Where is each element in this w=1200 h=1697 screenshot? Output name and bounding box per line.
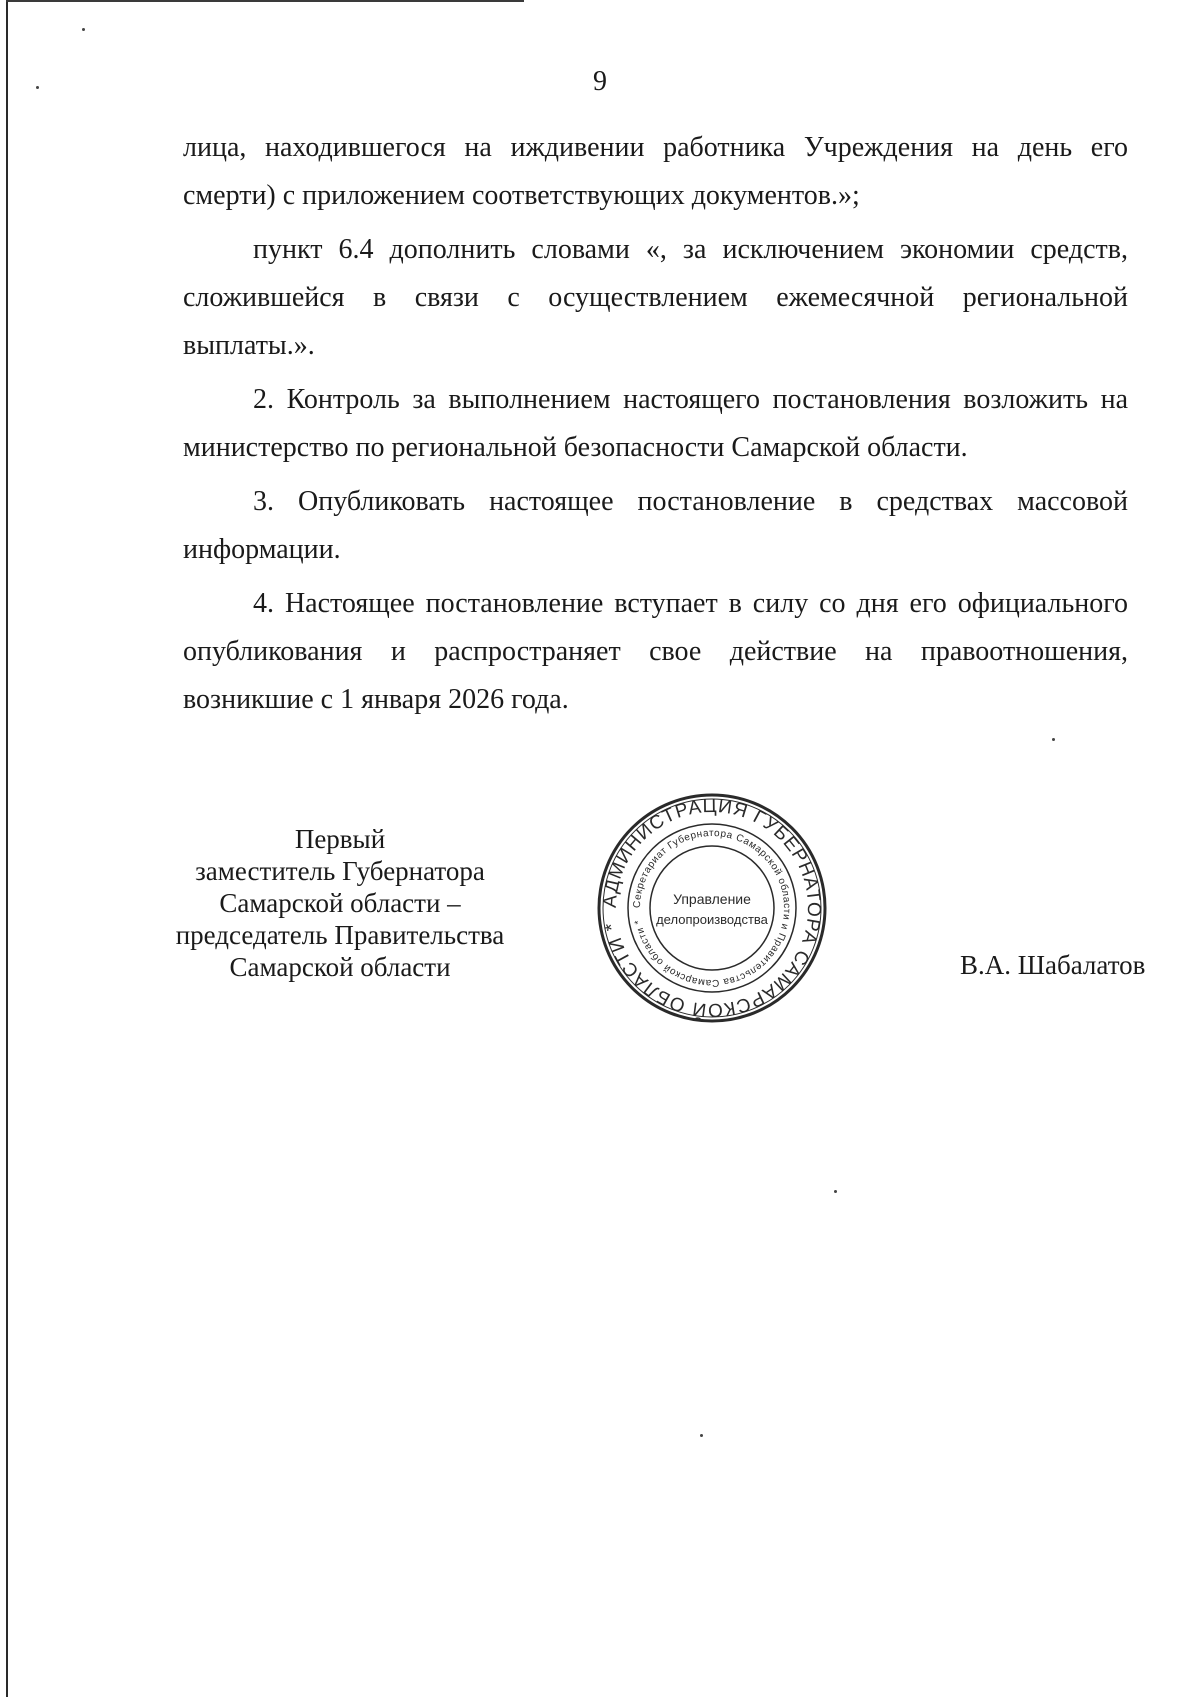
- scan-speck: [834, 1190, 837, 1193]
- scan-edge-top: [6, 0, 524, 2]
- seal-inner-ring: [650, 846, 774, 970]
- paragraph-2: пункт 6.4 дополнить словами «, за исключением экономии средств, сложившейся в связи с осуществлением ежемесячной региональной выплаты.».: [183, 234, 1128, 361]
- paragraph-4: 3. Опубликовать настоящее постановление в средствах массовой информации.: [183, 486, 1128, 565]
- signatory-title-line: Самарской области: [229, 952, 451, 982]
- page-number: 9: [593, 66, 607, 97]
- paragraph-1: лица, находившегося на иждивении работника Учреждения на день его смерти) с приложением соответствующих документов.»;: [183, 132, 1128, 211]
- scan-speck: [82, 28, 85, 31]
- signatory-name: В.А. Шабалатов: [960, 950, 1146, 980]
- seal-center-line-2: делопроизводства: [656, 912, 768, 927]
- seal-inner-text: Секретариат Губернатора Самарской области и Правительства Самарской области *: [631, 827, 793, 989]
- paragraph-3: 2. Контроль за выполнением настоящего постановления возложить на министерство по региональной безопасности Самарской области.: [183, 384, 1128, 463]
- scan-speck: [700, 1434, 703, 1437]
- signatory-title-line: Самарской области –: [219, 888, 461, 918]
- paragraph-5: 4. Настоящее постановление вступает в силу со дня его официального опубликования и распространяет свое действие на правоотношения, возникшие с 1 января 2026 года.: [183, 588, 1128, 715]
- svg-text:Секретариат Губернатора Самарс: [632, 828, 792, 988]
- official-seal: [592, 788, 832, 1028]
- scan-speck: [1052, 738, 1055, 741]
- seal-outer-text: АДМИНИСТРАЦИЯ ГУБЕРНАТОРА САМАРСКОЙ ОБЛАСТИ *: [599, 795, 825, 1021]
- signatory-title-line: Первый: [294, 824, 386, 854]
- seal-center-line-1: Управление: [673, 891, 751, 907]
- signatory-title: [160, 823, 520, 983]
- scan-edge-left: [6, 0, 8, 1697]
- seal-middle-ring: [628, 824, 796, 992]
- body-text: [183, 124, 1128, 724]
- signatory-title-line: заместитель Губернатора: [195, 856, 485, 886]
- signatory-title-line: председатель Правительства: [175, 920, 505, 950]
